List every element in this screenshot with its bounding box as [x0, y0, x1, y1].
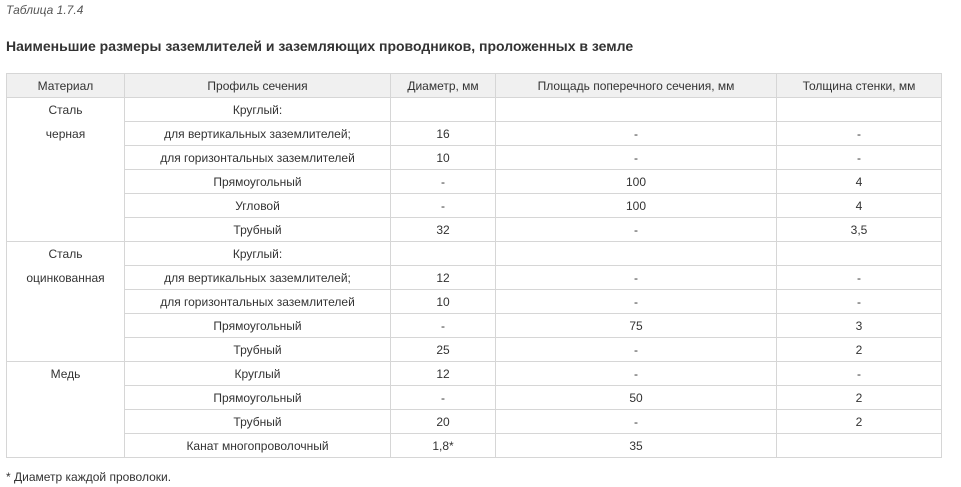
table-row: [7, 146, 942, 170]
cell-wall-thickness: -: [777, 362, 942, 386]
cell-material: Медь: [7, 362, 125, 386]
cell-wall-thickness: 3,5: [777, 218, 942, 242]
cell-profile: для горизонтальных заземлителей: [125, 146, 391, 170]
cell-profile: для вертикальных заземлителей;: [125, 122, 391, 146]
cell-profile: Прямоугольный: [125, 170, 391, 194]
cell-profile: Трубный: [125, 338, 391, 362]
table-row: [7, 338, 942, 362]
table-row: [7, 410, 942, 434]
cell-material: [7, 290, 125, 314]
cell-wall-thickness: -: [777, 266, 942, 290]
table-title: Наименьшие размеры заземлителей и заземляющих проводников, проложенных в земле: [6, 38, 634, 54]
cell-area: 75: [496, 314, 777, 338]
cell-material: [7, 194, 125, 218]
cell-profile: Круглый:: [125, 242, 391, 266]
cell-diameter: 25: [391, 338, 496, 362]
header-area: Площадь поперечного сечения, мм: [496, 74, 777, 98]
table-row: [7, 290, 942, 314]
cell-profile: для вертикальных заземлителей;: [125, 266, 391, 290]
cell-area: -: [496, 338, 777, 362]
cell-wall-thickness: 4: [777, 194, 942, 218]
table-row: [7, 122, 942, 146]
cell-diameter: 10: [391, 146, 496, 170]
cell-material: [7, 146, 125, 170]
table-body: [7, 98, 942, 458]
cell-area: -: [496, 362, 777, 386]
cell-profile: Трубный: [125, 410, 391, 434]
cell-material: оцинкованная: [7, 266, 125, 290]
header-profile: Профиль сечения: [125, 74, 391, 98]
footnote: * Диаметр каждой проволоки.: [6, 470, 172, 484]
cell-wall-thickness: [777, 242, 942, 266]
cell-material: Сталь: [7, 242, 125, 266]
cell-material: Сталь: [7, 98, 125, 122]
cell-diameter: -: [391, 194, 496, 218]
cell-profile: Прямоугольный: [125, 386, 391, 410]
cell-diameter: 12: [391, 266, 496, 290]
cell-diameter: [391, 242, 496, 266]
cell-material: [7, 386, 125, 410]
cell-diameter: -: [391, 314, 496, 338]
cell-area: -: [496, 218, 777, 242]
table-header-row: [7, 74, 942, 98]
cell-area: -: [496, 410, 777, 434]
table-row: [7, 266, 942, 290]
cell-area: 35: [496, 434, 777, 458]
cell-profile: Канат многопроволочный: [125, 434, 391, 458]
cell-profile: Круглый:: [125, 98, 391, 122]
cell-diameter: -: [391, 386, 496, 410]
cell-material: черная: [7, 122, 125, 146]
cell-material: [7, 338, 125, 362]
table-row: [7, 362, 942, 386]
cell-area: -: [496, 146, 777, 170]
cell-area: 100: [496, 170, 777, 194]
header-wall-thickness: Толщина стенки, мм: [777, 74, 942, 98]
cell-wall-thickness: 4: [777, 170, 942, 194]
cell-diameter: 10: [391, 290, 496, 314]
table-row: [7, 218, 942, 242]
cell-material: [7, 314, 125, 338]
cell-diameter: [391, 98, 496, 122]
cell-area: [496, 242, 777, 266]
cell-diameter: 12: [391, 362, 496, 386]
cell-diameter: -: [391, 170, 496, 194]
table-row: [7, 98, 942, 122]
cell-diameter: 1,8*: [391, 434, 496, 458]
cell-area: -: [496, 266, 777, 290]
cell-material: [7, 170, 125, 194]
table-caption: Таблица 1.7.4: [6, 3, 84, 17]
table-row: [7, 386, 942, 410]
cell-area: -: [496, 290, 777, 314]
table-row: [7, 194, 942, 218]
cell-profile: для горизонтальных заземлителей: [125, 290, 391, 314]
cell-diameter: 20: [391, 410, 496, 434]
cell-material: [7, 410, 125, 434]
table-row: [7, 170, 942, 194]
cell-area: [496, 98, 777, 122]
cell-material: [7, 434, 125, 458]
sizes-table: [6, 73, 942, 458]
cell-diameter: 16: [391, 122, 496, 146]
cell-wall-thickness: -: [777, 290, 942, 314]
cell-profile: Прямоугольный: [125, 314, 391, 338]
cell-wall-thickness: 3: [777, 314, 942, 338]
header-diameter: Диаметр, мм: [391, 74, 496, 98]
cell-wall-thickness: 2: [777, 338, 942, 362]
table-row: [7, 434, 942, 458]
cell-area: 50: [496, 386, 777, 410]
cell-profile: Трубный: [125, 218, 391, 242]
cell-wall-thickness: 2: [777, 386, 942, 410]
cell-area: -: [496, 122, 777, 146]
table-row: [7, 242, 942, 266]
cell-diameter: 32: [391, 218, 496, 242]
cell-wall-thickness: [777, 434, 942, 458]
table-row: [7, 314, 942, 338]
cell-wall-thickness: 2: [777, 410, 942, 434]
cell-material: [7, 218, 125, 242]
header-material: Материал: [7, 74, 125, 98]
cell-area: 100: [496, 194, 777, 218]
cell-wall-thickness: -: [777, 122, 942, 146]
cell-wall-thickness: [777, 98, 942, 122]
cell-profile: Круглый: [125, 362, 391, 386]
cell-profile: Угловой: [125, 194, 391, 218]
cell-wall-thickness: -: [777, 146, 942, 170]
